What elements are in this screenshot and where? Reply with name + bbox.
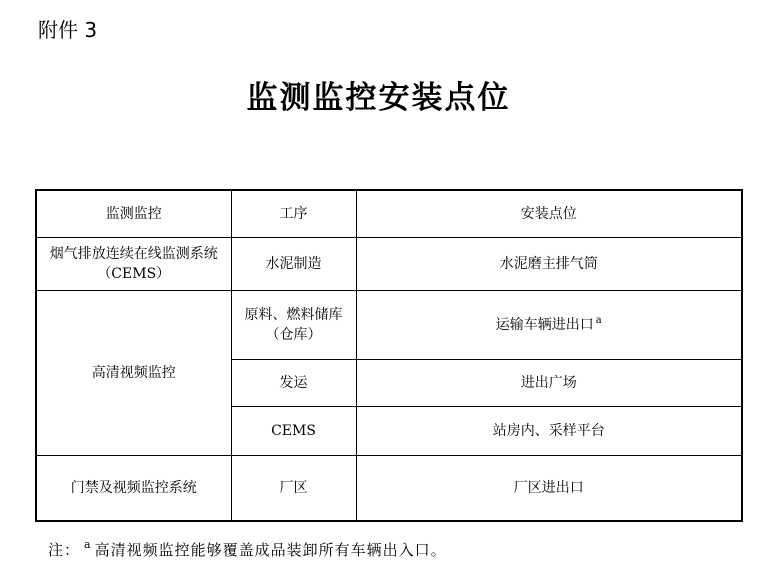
process-cell: CEMS [231,407,356,456]
header-cell-location: 安装点位 [356,190,742,238]
location-cell: 进出广场 [356,360,742,407]
process-cell: 厂区 [231,456,356,522]
footnote-mark: a [595,315,602,326]
header-cell-monitoring: 监测监控 [36,190,231,238]
table-row [36,291,742,360]
table-row [36,456,742,522]
table-header-row [36,190,742,238]
system-cell: 烟气排放连续在线监测系统（CEMS） [36,238,231,291]
footnote-prefix: 注： [48,541,81,559]
location-cell [356,291,742,360]
location-text: 运输车辆进出口 [495,317,594,333]
table-row [36,238,742,291]
header-cell-process: 工序 [231,190,356,238]
installation-points-table [35,189,743,522]
location-cell: 水泥磨主排气筒 [356,238,742,291]
system-cell: 门禁及视频监控系统 [36,456,231,522]
process-cell: 原料、燃料储库（仓库） [231,291,356,360]
location-cell: 厂区进出口 [356,456,742,522]
system-cell: 高清视频监控 [36,291,231,456]
attachment-label: 附件 3 [38,18,98,42]
process-cell: 发运 [231,360,356,407]
footnote-mark: a [84,538,92,551]
location-cell: 站房内、采样平台 [356,407,742,456]
document-title: 监测监控安装点位 [246,80,511,116]
footnote [48,538,447,562]
process-cell: 水泥制造 [231,238,356,291]
footnote-text: 高清视频监控能够覆盖成品装卸所有车辆出入口。 [94,541,447,559]
